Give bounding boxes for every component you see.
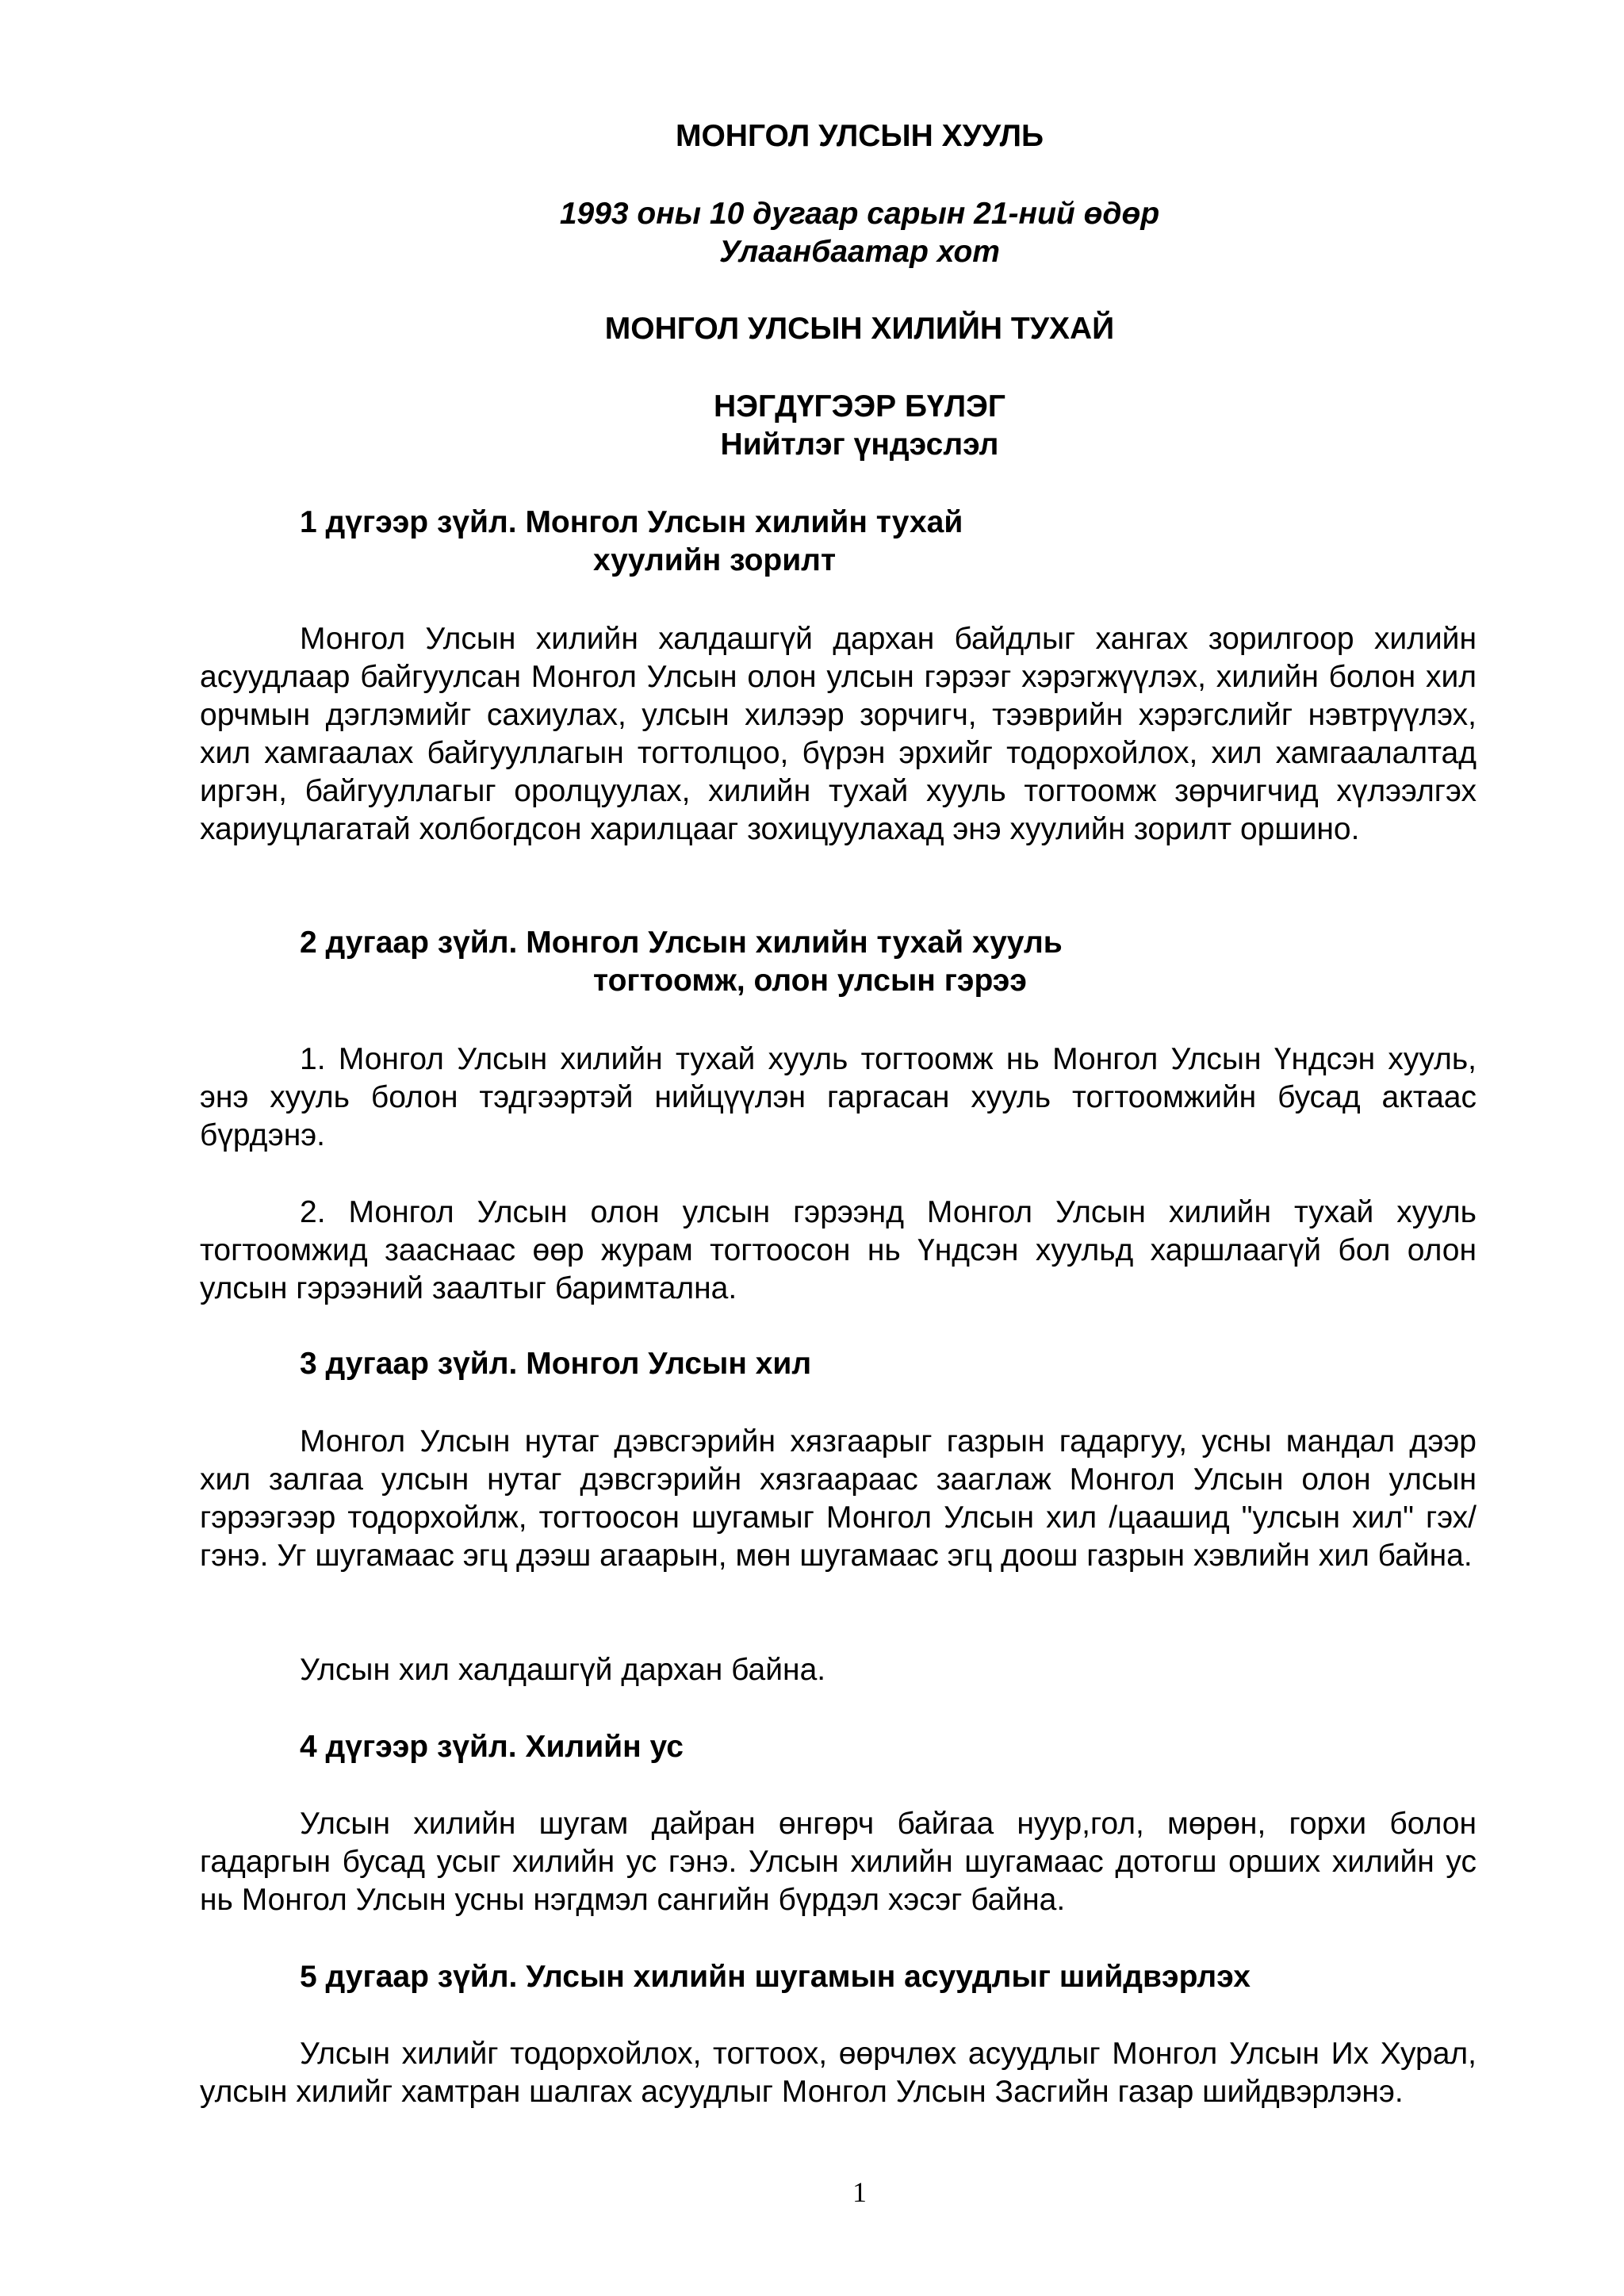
article-5-heading [300,1958,1251,1996]
article-3-heading [300,1345,811,1383]
article-5-paragraph-1: Улсын хилийг тодорхойлох, тогтоох, өөрчлөх асуудлыг Монгол Улсын Их Хурал, улсын хилийг хамтран шалгах асуудлыг Монгол Улсын Засгийн газар шийдвэрлэнэ. [200,2037,1477,2109]
law-place: Улаанбаатар хот [719,235,1000,269]
article-4-title-line1: 4 дүгээр зүйл. Хилийн ус [300,1730,684,1764]
article-2-title-line2: тогтоомж, олон улсын гэрээ [593,964,1027,998]
chapter-title: НЭГДҮГЭЭР БҮЛЭГ [714,389,1005,424]
article-1-paragraph-1: Монгол Улсын хилийн халдашгүй дархан байдлыг хангах зорилгоор хилийн асуудлаар байгуулсан Монгол Улсын олон улсын гэрээг хэрэгжүүлэх, хилийн болон хил орчмын дэглэмийг сахиулах, улсын хилээр зорчигч, тээврийн хэрэгслийг нэвтрүүлэх, хил хамгаалах байгууллагын тогтолцоо, бүрэн эрхийг тодорхойлох, хил хамгаалалтад иргэн, байгууллагыг оролцуулах, хилийн тухай хууль тогтоомж зөрчигчид хүлээлгэх хариуцлагатай холбогдсон харилцааг зохицуулахад энэ хуулийн зорилт оршино. [200,622,1477,846]
law-title: МОНГОЛ УЛСЫН ХУУЛЬ [675,119,1044,153]
article-2-paragraph-1: 1. Монгол Улсын хилийн тухай хууль тогтоомж нь Монгол Улсын Үндсэн хууль, энэ хууль болон тэдгээртэй нийцүүлэн гаргасан хууль тогтоомжийн бусад актаас бүрдэнэ. [200,1042,1477,1152]
law-name: МОНГОЛ УЛСЫН ХИЛИЙН ТУХАЙ [604,312,1115,346]
article-1-title-line2: хуулийн зорилт [593,543,837,577]
article-2-heading [300,924,1063,1000]
article-4-paragraph-1: Улсын хилийн шугам дайран өнгөрч байгаа нуур,гол, мөрөн, горхи болон гадаргын бусад усыг хилийн ус гэнэ. Улсын хилийн шугамаас дотогш орших хилийн ус нь Монгол Улсын усны нэгдмэл сангийн бүрдэл хэсэг байна. [200,1807,1477,1917]
article-3-paragraph-1: Монгол Улсын нутаг дэвсгэрийн хязгаарыг газрын гадаргуу, усны мандал дээр хил залгаа улсын нутаг дэвсгэрийн хязгаараас зааглаж Монгол Улсын олон улсын гэрээгээр тодорхойлж, тогтоосон шугамыг Монгол Улсын хил /цаашид "улсын хил" гэх/ гэнэ. Уг шугамаас эгц дээш агаарын, мөн шугамаас эгц доош газрын хэвлийн хил байна. [200,1424,1477,1573]
article-3-title-line1: 3 дугаар зүйл. Монгол Улсын хил [300,1347,812,1381]
article-4-heading [300,1728,684,1766]
chapter-name: Нийтлэг үндэслэл [720,427,999,462]
article-5-title-line1: 5 дугаар зүйл. Улсын хилийн шугамын асуудлыг шийдвэрлэх [300,1960,1251,1994]
article-1-heading [300,504,963,580]
article-1-title-line1: 1 дүгээр зүйл. Монгол Улсын хилийн тухай [300,505,963,539]
law-date: 1993 оны 10 дугаар сарын 21-ний өдөр [559,197,1160,231]
page-number: 1 [852,2176,867,2208]
article-2-title-line1: 2 дугаар зүйл. Монгол Улсын хилийн тухай хууль [300,926,1063,960]
article-3-paragraph-2: Улсын хил халдашгүй дархан байна. [300,1653,826,1687]
article-2-paragraph-2: 2. Монгол Улсын олон улсын гэрээнд Монгол Улсын хилийн тухай хууль тогтоомжид зааснаас өөр журам тогтоосон нь Үндсэн хуульд харшлаагүй бол олон улсын гэрээний заалтыг баримтална. [200,1195,1477,1305]
